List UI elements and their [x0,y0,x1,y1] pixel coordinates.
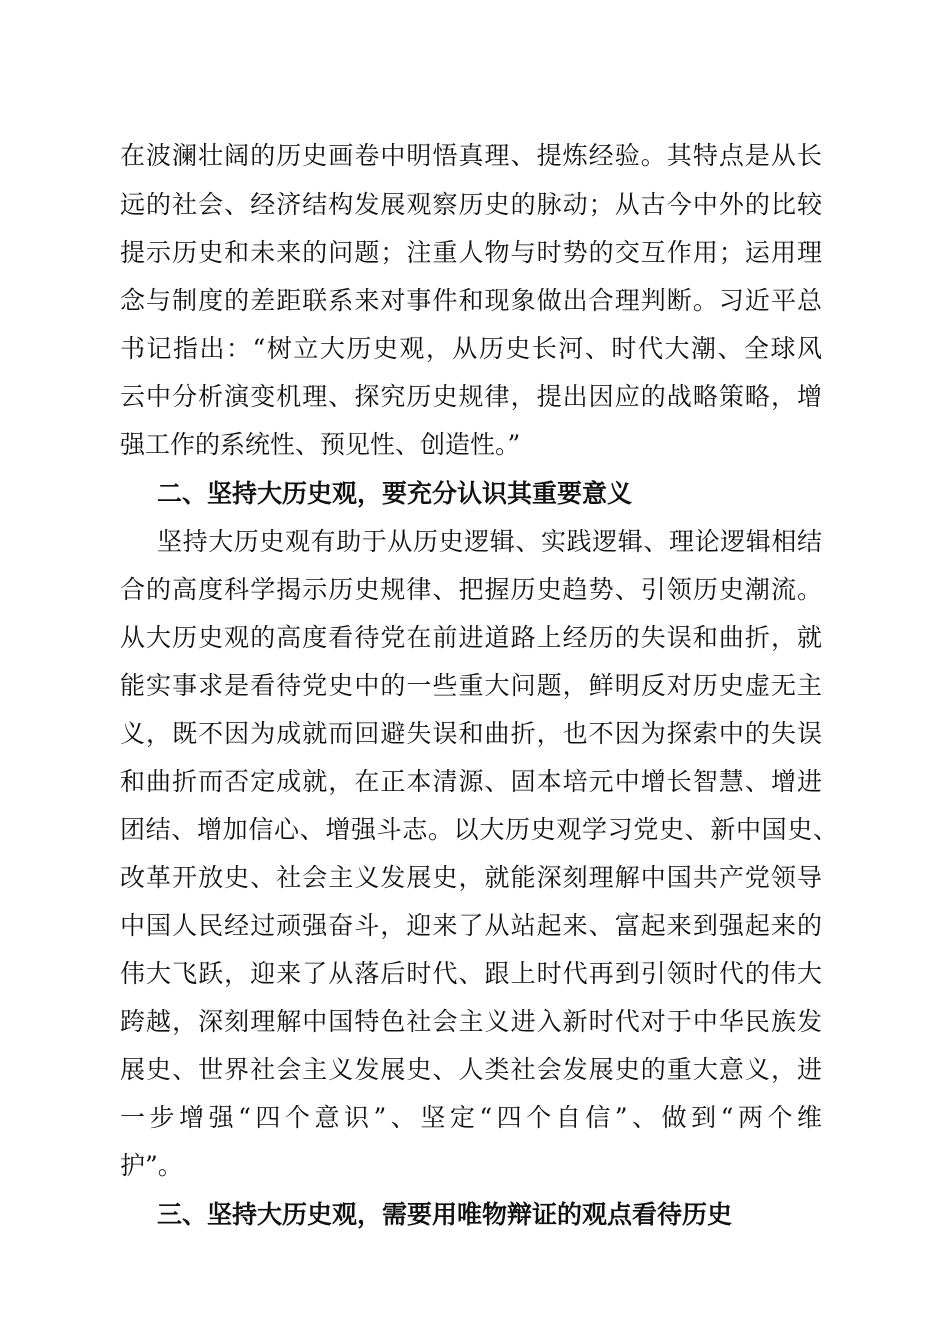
text-line: 中国人民经过顽强奋斗，迎来了从站起来、富起来到强起来的 [120,911,822,940]
text-line: 跨越，深刻理解中国特色社会主义进入新时代对于中华民族发 [120,1007,822,1036]
text-line: 念与制度的差距联系来对事件和现象做出合理判断。习近平总 [120,286,822,315]
text-line: 展史、世界社会主义发展史、人类社会发展史的重大意义，进 [120,1055,822,1084]
text-line: 护”。 [120,1151,183,1180]
text-line: 合的高度科学揭示历史规律、把握历史趋势、引领历史潮流。 [120,575,822,604]
text-line: 云中分析演变机理、探究历史规律，提出因应的战略策略，增 [120,382,822,411]
text-line: 能实事求是看待党史中的一些重大问题，鲜明反对历史虚无主 [120,671,822,700]
text-line: 团结、增加信心、增强斗志。以大历史观学习党史、新中国史、 [120,815,838,844]
text-line: 强工作的系统性、预见性、创造性。” [120,430,521,459]
section-heading-2: 二、坚持大历史观，要充分认识其重要意义 [157,479,633,508]
text-line: 义，既不因为成就而回避失误和曲折，也不因为探索中的失误 [120,719,822,748]
text-line: 在波澜壮阔的历史画卷中明悟真理、提炼经验。其特点是从长 [120,141,822,170]
text-line: 从大历史观的高度看待党在前进道路上经历的失误和曲折，就 [120,623,822,652]
text-line: 书记指出：“树立大历史观，从历史长河、时代大潮、全球风 [120,334,822,363]
text-line: 伟大飞跃，迎来了从落后时代、跟上时代再到引领时代的伟大 [120,959,822,988]
text-line: 提示历史和未来的问题；注重人物与时势的交互作用；运用理 [120,238,822,267]
text-line: 和曲折而否定成就，在正本清源、固本培元中增长智慧、增进 [120,767,822,796]
text-line: 远的社会、经济结构发展观察历史的脉动；从古今中外的比较 [120,190,822,219]
section-heading-3: 三、坚持大历史观，需要用唯物辩证的观点看待历史 [157,1200,733,1229]
text-line: 坚持大历史观有助于从历史逻辑、实践逻辑、理论逻辑相结 [157,527,822,556]
text-line: 一步增强“四个意识”、坚定“四个自信”、做到“两个维 [120,1103,822,1132]
text-line: 改革开放史、社会主义发展史，就能深刻理解中国共产党领导 [120,863,822,892]
